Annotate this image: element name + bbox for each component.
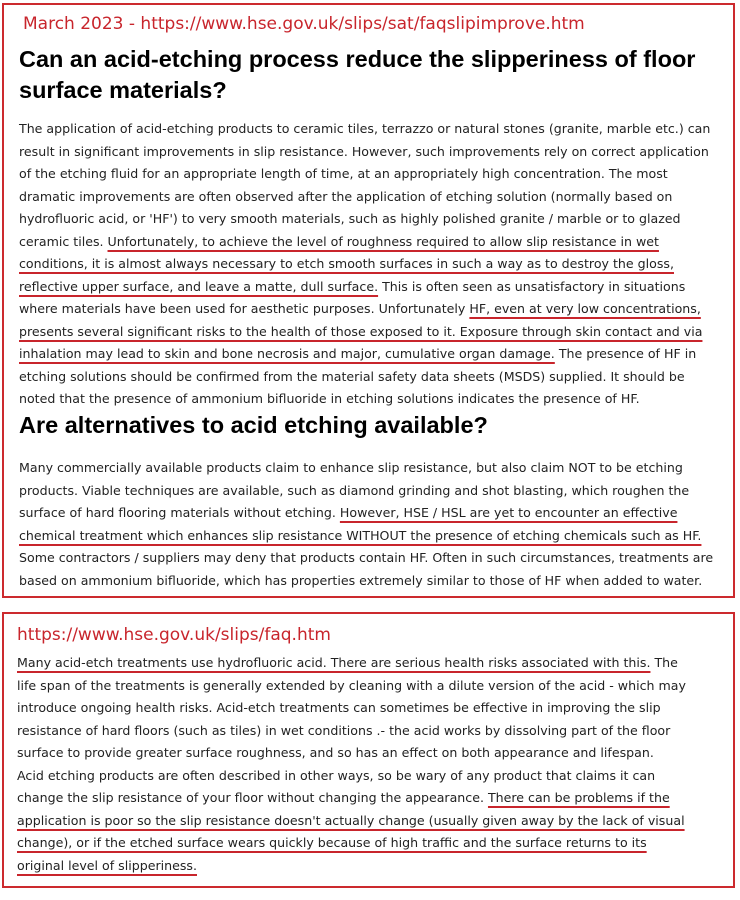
text-line bbox=[19, 388, 727, 411]
text-line bbox=[19, 547, 727, 570]
text-segment: noted that the presence of ammonium bifluoride in etching solutions indicates the presence of HF. bbox=[19, 391, 640, 406]
text-line bbox=[19, 253, 727, 276]
text-line bbox=[19, 163, 727, 186]
underlined-highlight: original level of slipperiness. bbox=[17, 857, 197, 873]
text-line bbox=[17, 720, 725, 743]
text-segment: Many commercially available products claim to enhance slip resistance, but also claim NOT to be etching bbox=[19, 460, 683, 475]
underlined-highlight: inhalation may lead to skin and bone necrosis and major, cumulative organ damage. bbox=[19, 346, 555, 361]
text-line bbox=[19, 366, 727, 389]
heading-acid-etching-question: Can an acid-etching process reduce the slipperiness of floor surface materials? bbox=[19, 46, 696, 103]
text-line bbox=[19, 480, 727, 503]
text-line bbox=[17, 742, 725, 765]
text-line bbox=[17, 765, 725, 788]
underlined-highlight: chemical treatment which enhances slip resistance WITHOUT the presence of etching chemicals such as HF. bbox=[19, 527, 702, 543]
text-segment: The presence of HF in bbox=[554, 346, 697, 361]
text-segment: The bbox=[650, 655, 678, 670]
text-segment: products. Viable techniques are available, such as diamond grinding and shot blasting, which roughen the bbox=[19, 482, 690, 498]
text-segment: This is often seen as unsatisfactory in situations bbox=[378, 278, 686, 294]
text-line bbox=[19, 298, 727, 321]
text-line bbox=[19, 343, 727, 366]
text-line bbox=[19, 208, 727, 231]
text-line bbox=[17, 810, 725, 833]
text-segment: The application of acid-etching products to ceramic tiles, terrazzo or natural stones (granite, marble etc.) can bbox=[19, 121, 711, 136]
underlined-highlight: presents several significant risks to the health of those exposed to it. Exposure through skin contact and via bbox=[19, 323, 703, 339]
text-line bbox=[17, 675, 725, 698]
text-segment: dramatic improvements are often observed after the application of etching solution (normally based on bbox=[19, 188, 673, 204]
article-excerpt-faq bbox=[2, 612, 735, 888]
text-line bbox=[17, 697, 725, 720]
text-segment: Acid etching products are often described in other ways, so be wary of any product that claims it can bbox=[17, 767, 656, 783]
text-line bbox=[19, 231, 727, 254]
text-segment: where materials have been used for aesthetic purposes. Unfortunately bbox=[19, 301, 470, 316]
article-excerpt-faqslipimprove bbox=[2, 3, 735, 598]
text-line bbox=[19, 141, 727, 164]
text-line bbox=[19, 276, 727, 299]
text-segment: based on ammonium bifluoride, which has properties extremely similar to those of HF when added to water. bbox=[19, 572, 703, 588]
text-line bbox=[19, 525, 727, 548]
paragraph-faq-acid-etch bbox=[17, 652, 725, 877]
underlined-highlight: reflective upper surface, and leave a matte, dull surface. bbox=[19, 278, 379, 294]
text-segment: of the etching fluid for an appropriate length of time, at an appropriately high concentration. The most bbox=[19, 166, 668, 181]
text-segment: change the slip resistance of your floor without changing the appearance. bbox=[17, 790, 488, 805]
underlined-highlight: There can be problems if the bbox=[487, 790, 670, 805]
underlined-highlight: However, HSE / HSL are yet to encounter an effective bbox=[339, 505, 678, 520]
text-line bbox=[19, 570, 727, 593]
text-segment: Some contractors / suppliers may deny that products contain HF. Often in such circumstances, treatments are bbox=[19, 550, 714, 565]
text-segment: resistance of hard floors (such as tiles) in wet conditions .- the acid works by dissolving part of the floor bbox=[17, 722, 671, 738]
underlined-highlight: Unfortunately, to achieve the level of roughness required to allow slip resistance in wet bbox=[107, 233, 659, 249]
text-line bbox=[17, 787, 725, 810]
text-line bbox=[17, 652, 725, 675]
text-segment: surface to provide greater surface roughness, and so has an effect on both appearance and lifespan. bbox=[17, 745, 654, 760]
text-line bbox=[17, 832, 725, 855]
paragraph-acid-etching bbox=[19, 118, 727, 411]
text-line bbox=[19, 502, 727, 525]
text-segment: surface of hard flooring materials without etching. bbox=[19, 505, 340, 520]
underlined-highlight: application is poor so the slip resistance doesn't actually change (usually given away by the lack of visual bbox=[17, 812, 685, 828]
text-segment: introduce ongoing health risks. Acid-etch treatments can sometimes be effective in improving the slip bbox=[17, 700, 661, 715]
text-segment: result in significant improvements in slip resistance. However, such improvements rely on correct application bbox=[19, 143, 709, 159]
text-line bbox=[19, 186, 727, 209]
text-segment: etching solutions should be confirmed from the material safety data sheets (MSDS) supplied. It should be bbox=[19, 368, 685, 384]
text-line bbox=[19, 321, 727, 344]
text-line bbox=[19, 118, 727, 141]
source-url-label: March 2023 - https://www.hse.gov.uk/slips/sat/faqslipimprove.htm bbox=[23, 14, 585, 34]
underlined-highlight: conditions, it is almost always necessary to etch smooth surfaces in such a way as to destroy the gloss, bbox=[19, 256, 674, 271]
text-line bbox=[19, 457, 727, 480]
heading-alternatives-question: Are alternatives to acid etching available? bbox=[19, 412, 488, 438]
paragraph-alternatives bbox=[19, 457, 727, 592]
text-line bbox=[17, 855, 725, 878]
underlined-highlight: change), or if the etched surface wears quickly because of high traffic and the surface returns to its bbox=[17, 835, 647, 850]
source-url-label: https://www.hse.gov.uk/slips/faq.htm bbox=[17, 625, 331, 645]
underlined-highlight: HF, even at very low concentrations, bbox=[469, 301, 701, 316]
text-segment: ceramic tiles. bbox=[19, 233, 108, 249]
text-segment: life span of the treatments is generally extended by cleaning with a dilute version of the acid - which may bbox=[17, 677, 686, 693]
text-segment: hydrofluoric acid, or 'HF') to very smooth materials, such as highly polished granite / marble or to glazed bbox=[19, 211, 681, 226]
underlined-highlight: Many acid-etch treatments use hydrofluoric acid. There are serious health risks associated with this. bbox=[17, 655, 651, 670]
